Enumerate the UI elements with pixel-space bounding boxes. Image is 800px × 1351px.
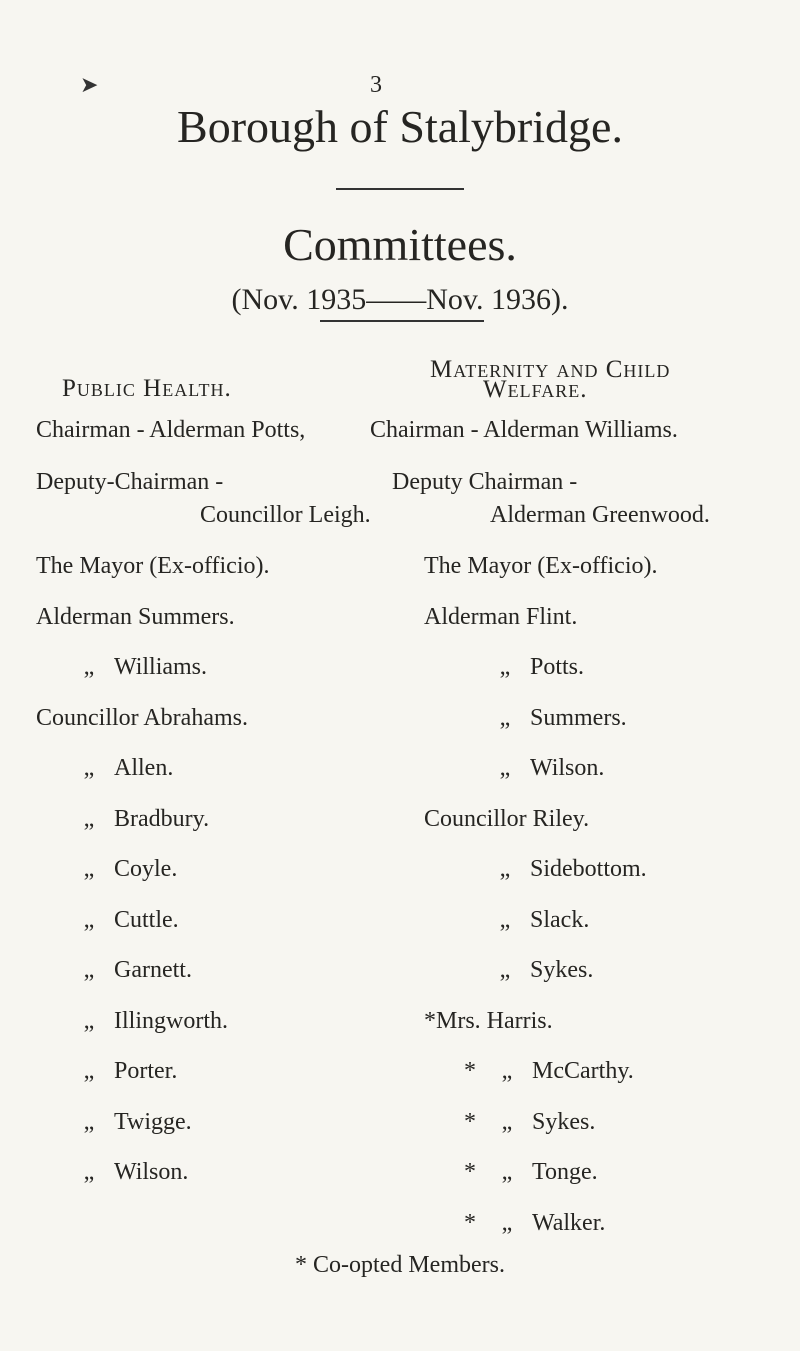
public-health-ditto-mark: „ <box>83 654 95 680</box>
maternity-ditto-mark: „ <box>499 856 511 882</box>
maternity-member-row <box>458 1109 595 1136</box>
maternity-member-row <box>458 1058 634 1085</box>
public-health-member-row <box>64 1109 192 1136</box>
maternity-title-line1: Maternity and Child <box>430 356 671 383</box>
public-health-member-row <box>64 957 192 984</box>
public-health-member-row <box>64 806 209 833</box>
title-divider <box>336 188 464 190</box>
public-health-member-name: Porter. <box>114 1058 178 1084</box>
public-health-member-name: Allen. <box>114 755 174 781</box>
maternity-member-name: Sykes. <box>530 957 594 983</box>
maternity-member-title: *Mrs. <box>424 1007 481 1034</box>
public-health-member-row <box>64 755 173 782</box>
public-health-member-name: Illingworth. <box>114 1007 228 1034</box>
public-health-ditto-mark: „ <box>83 856 95 882</box>
public-health-ditto-mark: „ <box>83 1159 95 1185</box>
maternity-member-name: Slack. <box>530 906 590 933</box>
stamp-mark-icon: ➤ <box>80 72 99 97</box>
public-health-member-row <box>64 1008 228 1035</box>
public-health-ditto-mark: „ <box>83 805 95 832</box>
maternity-member-name: Tonge. <box>532 1159 598 1185</box>
public-health-member-title: Councillor <box>36 704 139 731</box>
maternity-member-name: Harris. <box>486 1007 553 1034</box>
public-health-deputy-label: Deputy-Chairman - <box>36 469 224 495</box>
maternity-ditto-mark: „ <box>501 1159 513 1185</box>
public-health-member-row <box>64 1058 177 1085</box>
maternity-member-title: The Mayor (Ex-officio). <box>424 553 658 579</box>
public-health-ditto-mark: „ <box>83 1058 95 1084</box>
maternity-member-name: Riley. <box>532 805 590 832</box>
maternity-member-name: Summers. <box>530 704 627 731</box>
public-health-member-name: Summers. <box>137 603 235 630</box>
heading-divider <box>320 320 484 322</box>
maternity-member-row <box>458 1210 605 1237</box>
period-subtitle: (Nov. 1935——Nov. 1936). <box>231 283 569 316</box>
maternity-member-name: Wilson. <box>530 755 605 781</box>
maternity-member-row <box>424 553 657 580</box>
maternity-member-row <box>424 604 577 631</box>
public-health-ditto-mark: „ <box>83 906 95 933</box>
maternity-member-name: McCarthy. <box>532 1058 634 1084</box>
maternity-ditto-mark: „ <box>499 906 511 933</box>
public-health-member-row <box>64 1159 188 1186</box>
public-health-member-row <box>36 553 269 580</box>
section-heading: Committees. <box>283 219 517 270</box>
maternity-member-name: Walker. <box>532 1209 606 1236</box>
public-health-member-name: Twigge. <box>114 1108 192 1135</box>
maternity-member-row <box>480 856 647 883</box>
public-health-member-row <box>36 604 235 631</box>
maternity-member-row <box>458 1159 598 1186</box>
public-health-ditto-mark: „ <box>83 755 95 781</box>
public-health-member-row <box>64 654 207 681</box>
public-health-member-name: Abrahams. <box>143 704 248 731</box>
maternity-member-row <box>424 806 589 833</box>
page-title: Borough of Stalybridge. <box>177 101 623 152</box>
public-health-member-name: Garnett. <box>114 957 192 983</box>
public-health-member-name: Bradbury. <box>114 805 210 832</box>
maternity-ditto-mark: „ <box>501 1058 513 1084</box>
maternity-co-opted-star: * <box>464 1159 476 1185</box>
maternity-member-name: Flint. <box>525 603 578 630</box>
maternity-deputy-label: Deputy Chairman - <box>392 469 578 495</box>
maternity-member-row <box>480 755 604 782</box>
maternity-member-name: Sidebottom. <box>530 856 647 882</box>
public-health-member-title: Alderman <box>36 603 132 630</box>
maternity-member-title: Councillor <box>424 805 527 832</box>
maternity-ditto-mark: „ <box>499 654 511 680</box>
public-health-title: Public Health. <box>62 375 232 402</box>
maternity-member-row <box>480 654 584 681</box>
public-health-member-row <box>64 856 177 883</box>
public-health-ditto-mark: „ <box>83 1007 95 1034</box>
public-health-chairman: Chairman - Alderman Potts, <box>36 417 306 443</box>
maternity-title-line2: Welfare. <box>483 376 588 403</box>
maternity-deputy-name: Alderman Greenwood. <box>490 502 710 528</box>
maternity-ditto-mark: „ <box>499 755 511 781</box>
public-health-member-name: Williams. <box>114 654 208 680</box>
maternity-co-opted-star: * <box>464 1108 476 1135</box>
maternity-member-row <box>480 705 627 732</box>
maternity-member-row <box>480 957 593 984</box>
page-number: 3 <box>370 72 382 98</box>
maternity-member-name: Potts. <box>530 654 585 680</box>
public-health-ditto-mark: „ <box>83 957 95 983</box>
maternity-member-name: Sykes. <box>532 1108 596 1135</box>
public-health-ditto-mark: „ <box>83 1108 95 1135</box>
maternity-ditto-mark: „ <box>501 1209 513 1236</box>
maternity-ditto-mark: „ <box>499 957 511 983</box>
maternity-co-opted-star: * <box>464 1058 476 1084</box>
public-health-member-name: Coyle. <box>114 856 178 882</box>
maternity-member-row <box>424 1008 553 1035</box>
public-health-member-name: Wilson. <box>114 1159 189 1185</box>
public-health-member-title: The Mayor (Ex-officio). <box>36 553 270 579</box>
maternity-ditto-mark: „ <box>501 1108 513 1135</box>
co-opted-footnote: * Co-opted Members. <box>295 1252 505 1278</box>
public-health-deputy-name: Councillor Leigh. <box>200 502 371 528</box>
public-health-member-name: Cuttle. <box>114 906 179 933</box>
maternity-member-title: Alderman <box>424 603 520 630</box>
maternity-ditto-mark: „ <box>499 704 511 731</box>
public-health-member-row <box>64 907 179 934</box>
maternity-member-row <box>480 907 589 934</box>
maternity-co-opted-star: * <box>464 1209 476 1236</box>
maternity-chairman: Chairman - Alderman Williams. <box>370 417 678 443</box>
public-health-member-row <box>36 705 248 732</box>
